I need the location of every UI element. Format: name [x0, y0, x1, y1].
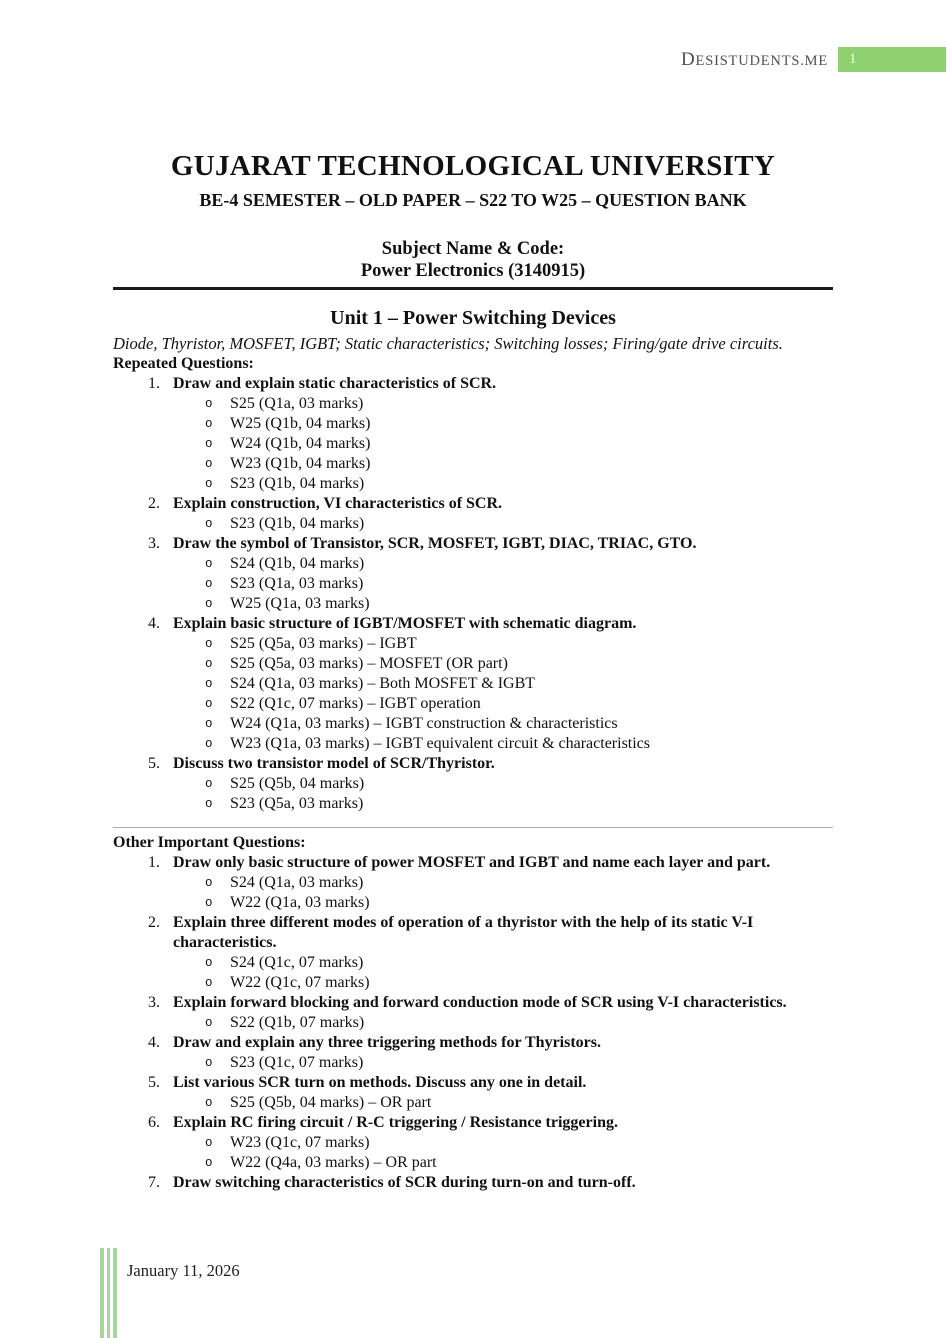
attempt-item: o W24 (Q1a, 03 marks) – IGBT construction & characteristics: [203, 714, 833, 734]
question-text: Draw only basic structure of power MOSFET and IGBT and name each layer and part.: [173, 854, 771, 871]
page-number-badge: [838, 47, 946, 72]
page-header: [0, 46, 947, 72]
question-text: Explain construction, VI characteristics of SCR.: [173, 495, 503, 512]
university-title: GUJARAT TECHNOLOGICAL UNIVERSITY: [170, 150, 776, 182]
repeated-questions-list: [113, 374, 833, 814]
attempt-item: o S25 (Q1a, 03 marks): [203, 394, 833, 414]
attempt-item: o S23 (Q1b, 04 marks): [203, 514, 833, 534]
subject-name: Power Electronics (3140915): [360, 261, 586, 281]
attempt-item: o S24 (Q1c, 07 marks): [203, 953, 833, 973]
question-number: 3.: [148, 994, 160, 1011]
attempt-list: [113, 554, 833, 614]
question-item: [113, 993, 833, 1033]
question-head: [113, 614, 833, 634]
question-head: [113, 534, 833, 554]
question-text: Explain forward blocking and forward conduction mode of SCR using V-I characteristics.: [173, 994, 787, 1011]
attempt-item: o S24 (Q1b, 04 marks): [203, 554, 833, 574]
question-number: 3.: [148, 535, 160, 552]
attempt-item: o W22 (Q1c, 07 marks): [203, 973, 833, 993]
question-number: 5.: [148, 1074, 160, 1091]
repeated-questions-heading: Repeated Questions:: [113, 355, 254, 372]
question-text: Draw and explain any three triggering methods for Thyristors.: [173, 1034, 601, 1051]
attempt-item: o S23 (Q1c, 07 marks): [203, 1053, 833, 1073]
attempt-list: [113, 774, 833, 814]
question-text: Explain three different modes of operation of a thyristor with the help of its static V-I characteristics.: [173, 914, 754, 951]
question-head: [113, 374, 833, 394]
attempt-item: o S25 (Q5b, 04 marks) – OR part: [203, 1093, 833, 1113]
attempt-list: [113, 953, 833, 993]
question-item: [113, 534, 833, 614]
masthead-divider: [113, 287, 833, 290]
attempt-item: o S22 (Q1b, 07 marks): [203, 1013, 833, 1033]
paper-info: BE-4 SEMESTER – OLD PAPER – S22 TO W25 – QUESTION BANK: [199, 190, 747, 210]
question-number: 4.: [148, 615, 160, 632]
attempt-item: o W24 (Q1b, 04 marks): [203, 434, 833, 454]
question-item: [113, 1173, 833, 1193]
question-item: [113, 1073, 833, 1113]
question-item: [113, 374, 833, 494]
attempt-item: o S23 (Q5a, 03 marks): [203, 794, 833, 814]
question-head: [113, 853, 833, 873]
attempt-item: o S24 (Q1a, 03 marks): [203, 873, 833, 893]
attempt-list: [113, 394, 833, 494]
site-name: DESISTUDENTS.ME: [681, 49, 828, 70]
question-item: [113, 1113, 833, 1173]
attempt-item: o S25 (Q5b, 04 marks): [203, 774, 833, 794]
attempt-item: o W25 (Q1b, 04 marks): [203, 414, 833, 434]
question-text: Draw switching characteristics of SCR during turn-on and turn-off.: [173, 1174, 636, 1191]
question-head: [113, 1033, 833, 1053]
question-head: [113, 494, 833, 514]
question-text: Explain basic structure of IGBT/MOSFET with schematic diagram.: [173, 615, 637, 632]
question-number: 7.: [148, 1174, 160, 1191]
question-item: [113, 853, 833, 913]
attempt-list: [113, 634, 833, 754]
footer-accent-bars: [100, 1248, 117, 1338]
attempt-item: o S23 (Q1a, 03 marks): [203, 574, 833, 594]
question-text: List various SCR turn on methods. Discuss any one in detail.: [173, 1074, 587, 1091]
question-number: 2.: [148, 914, 160, 931]
question-head: [113, 993, 833, 1013]
question-number: 1.: [148, 854, 160, 871]
question-number: 5.: [148, 755, 160, 772]
attempt-item: o S22 (Q1c, 07 marks) – IGBT operation: [203, 694, 833, 714]
question-item: [113, 1033, 833, 1073]
other-questions-heading: Other Important Questions:: [113, 834, 306, 851]
question-head: [113, 913, 833, 953]
question-text: Explain RC firing circuit / R-C triggering / Resistance triggering.: [173, 1114, 618, 1131]
section-divider: [113, 827, 833, 828]
question-item: [113, 494, 833, 534]
other-questions-list: [113, 853, 833, 1193]
question-item: [113, 754, 833, 814]
attempt-list: [113, 1013, 833, 1033]
attempt-item: o S23 (Q1b, 04 marks): [203, 474, 833, 494]
question-head: [113, 1113, 833, 1133]
footer-accent-bar: [107, 1248, 111, 1338]
question-number: 2.: [148, 495, 160, 512]
attempt-list: [113, 514, 833, 534]
question-text: Draw and explain static characteristics of SCR.: [173, 375, 497, 392]
question-number: 4.: [148, 1034, 160, 1051]
unit-title: Unit 1 – Power Switching Devices: [330, 307, 616, 329]
question-head: [113, 1073, 833, 1093]
attempt-item: o W23 (Q1c, 07 marks): [203, 1133, 833, 1153]
attempt-list: [113, 873, 833, 913]
question-number: 1.: [148, 375, 160, 392]
attempt-item: o S25 (Q5a, 03 marks) – MOSFET (OR part): [203, 654, 833, 674]
attempt-item: o W23 (Q1a, 03 marks) – IGBT equivalent circuit & characteristics: [203, 734, 833, 754]
subject-label: Subject Name & Code:: [381, 239, 565, 259]
attempt-item: o W22 (Q4a, 03 marks) – OR part: [203, 1153, 833, 1173]
attempt-list: [113, 1093, 833, 1113]
attempt-item: o W23 (Q1b, 04 marks): [203, 454, 833, 474]
unit-topics: Diode, Thyristor, MOSFET, IGBT; Static characteristics; Switching losses; Firing/gate drive circuits.: [113, 334, 783, 353]
footer-accent-bar: [100, 1248, 104, 1338]
attempt-item: o W22 (Q1a, 03 marks): [203, 893, 833, 913]
attempt-item: o W25 (Q1a, 03 marks): [203, 594, 833, 614]
attempt-item: o S24 (Q1a, 03 marks) – Both MOSFET & IGBT: [203, 674, 833, 694]
document-content: [113, 150, 833, 1193]
attempt-list: [113, 1133, 833, 1173]
question-number: 6.: [148, 1114, 160, 1131]
question-head: [113, 1173, 833, 1193]
question-text: Discuss two transistor model of SCR/Thyristor.: [173, 755, 495, 772]
question-head: [113, 754, 833, 774]
page-number: 1: [849, 51, 857, 67]
attempt-list: [113, 1053, 833, 1073]
footer-date: January 11, 2026: [127, 1261, 240, 1280]
footer-accent-bar: [113, 1248, 117, 1338]
question-item: [113, 614, 833, 754]
attempt-item: o S25 (Q5a, 03 marks) – IGBT: [203, 634, 833, 654]
question-text: Draw the symbol of Transistor, SCR, MOSFET, IGBT, DIAC, TRIAC, GTO.: [173, 535, 697, 552]
question-item: [113, 913, 833, 993]
